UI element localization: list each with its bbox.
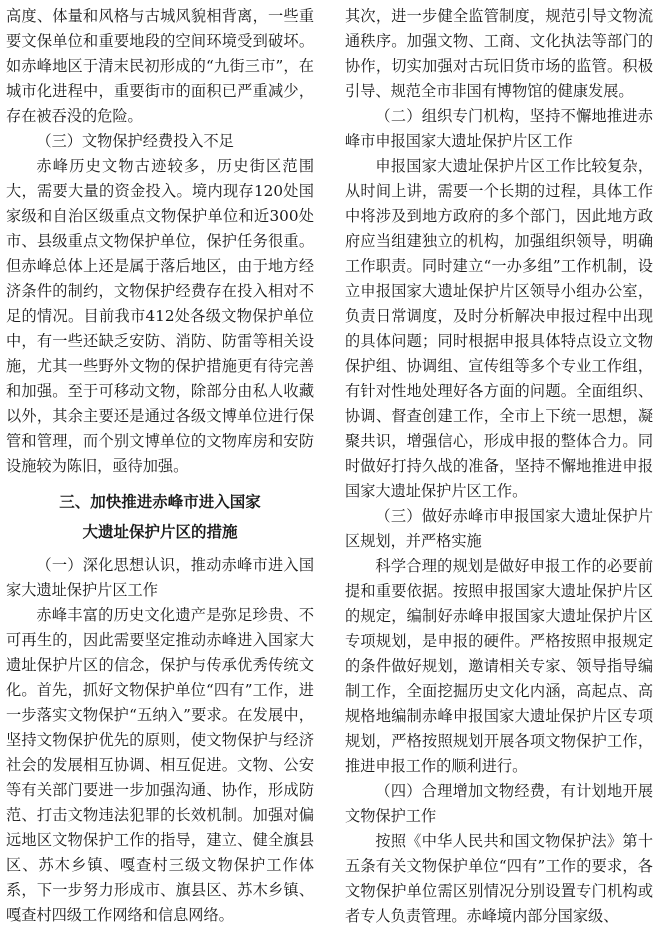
document-page <box>6 4 654 925</box>
paragraph-funding-shortage: 赤峰历史文物古迹较多，历史街区范围大，需要大量的资金投入。境内现存120处国家级和自治区级重点文物保护单位和近300处市、县级重点文物保护单位，保护任务很重。但赤峰总体上还是属于落后地区，由于地方经济条件的制约，文物保护经费存在投入相对不足的情况。目前我市412处各级文物保护单位中，有一些还缺乏安防、消防、防雷等相关设施，尤其一些野外文物的保护措施更有待完善和加强。至于可移动文物，除部分由私人收藏以外，其余主要还是通过各级文博单位进行保管和管理，而个别文博单位的文物库房和安防设施较为陈旧，亟待加强。 <box>6 157 314 475</box>
section-heading-line-2: 大遗址保护片区的措施 <box>82 523 238 541</box>
left-column <box>6 4 314 928</box>
paragraph-planning: 科学合理的规划是做好申报工作的必要前提和重要依据。按照申报国家大遗址保护片区的规定，编制好赤峰申报国家大遗址保护片区专项规划，是申报的硬件。严格按照申报规定的条件做好规划，邀请相关专家、领导指导编制工作，全面挖掘历史文化内涵，高起点、高规格地编制赤峰申报国家大遗址保护片区专项规划，严格按照规划开展各项文物保护工作，推进申报工作的顺利进行。 <box>345 557 653 775</box>
subheading-planning: （三）做好赤峰市申报国家大遗址保护片区规划，并严格实施 <box>345 507 653 550</box>
section-heading-measures <box>6 487 314 547</box>
paragraph-continuation: 高度、体量和风格与古城风貌相背离，一些重要文保单位和重要地段的空间环境受到破坏。如赤峰地区于清末民初形成的“九街三市”，在城市化进程中，重要街市的面积已严重减少，存在被吞没的危险。 <box>6 7 314 125</box>
paragraph-special-agency: 申报国家大遗址保护片区工作比较复杂，从时间上讲，需要一个长期的过程，具体工作中将涉及到地方政府的多个部门，因此地方政府应当组建独立的机构，加强组织领导，明确工作职责。同时建立“一办多组”工作机制，设立申报国家大遗址保护片区领导小组办公室，负责日常调度，及时分析解决申报过程中出现的具体问题；同时根据申报具体特点设立文物保护组、协调组、宣传组等多个专业工作组，有针对性地处理好各方面的问题。全面组织、协调、督查创建工作，全市上下统一思想，凝聚共识，增强信心，形成申报的整体合力。同时做好打持久战的准备，坚持不懈地推进申报国家大遗址保护片区工作。 <box>345 157 653 500</box>
right-column <box>345 4 653 929</box>
subheading-deepen-understanding: （一）深化思想认识，推动赤峰市进入国家大遗址保护片区工作 <box>6 556 314 599</box>
subheading-special-agency: （二）组织专门机构，坚持不懈地推进赤峰市申报国家大遗址保护片区工作 <box>345 107 653 150</box>
subheading-funding-increase: （四）合理增加文物经费，有计划地开展文物保护工作 <box>345 782 653 825</box>
subheading-funding-shortage: （三）文物保护经费投入不足 <box>36 132 234 150</box>
paragraph-funding-increase: 按照《中华人民共和国文物保护法》第十五条有关文物保护单位“四有”工作的要求，各文物保护单位需区别情况分别设置专门机构或者专人负责管理。赤峰境内部分国家级、 <box>345 832 653 925</box>
section-heading-line-1: 三、加快推进赤峰市进入国家 <box>59 493 261 511</box>
paragraph-deepen-understanding: 赤峰丰富的历史文化遗产是弥足珍贵、不可再生的，因此需要坚定推动赤峰进入国家大遗址保护片区的信念，保护与传承优秀传统文化。首先，抓好文物保护单位“四有”工作，进一步落实文物保护“五纳入”要求。在发展中，坚持文物保护优先的原则，使文物保护与经济社会的发展相互协调、相互促进。文物、公安等有关部门要进一步加强沟通、协作，形成防范、打击文物违法犯罪的长效机制。加强对偏远地区文物保护工作的指导，建立、健全旗县区、苏木乡镇、嘎查村三级文物保护工作体系，下一步努力形成市、旗县区、苏木乡镇、嘎查村四级工作网络和信息网络。 <box>6 606 314 924</box>
paragraph-continuation-right: 其次，进一步健全监管制度，规范引导文物流通秩序。加强文物、工商、文化执法等部门的协作，切实加强对古玩旧货市场的监管。积极引导、规范全市非国有博物馆的健康发展。 <box>345 7 653 100</box>
